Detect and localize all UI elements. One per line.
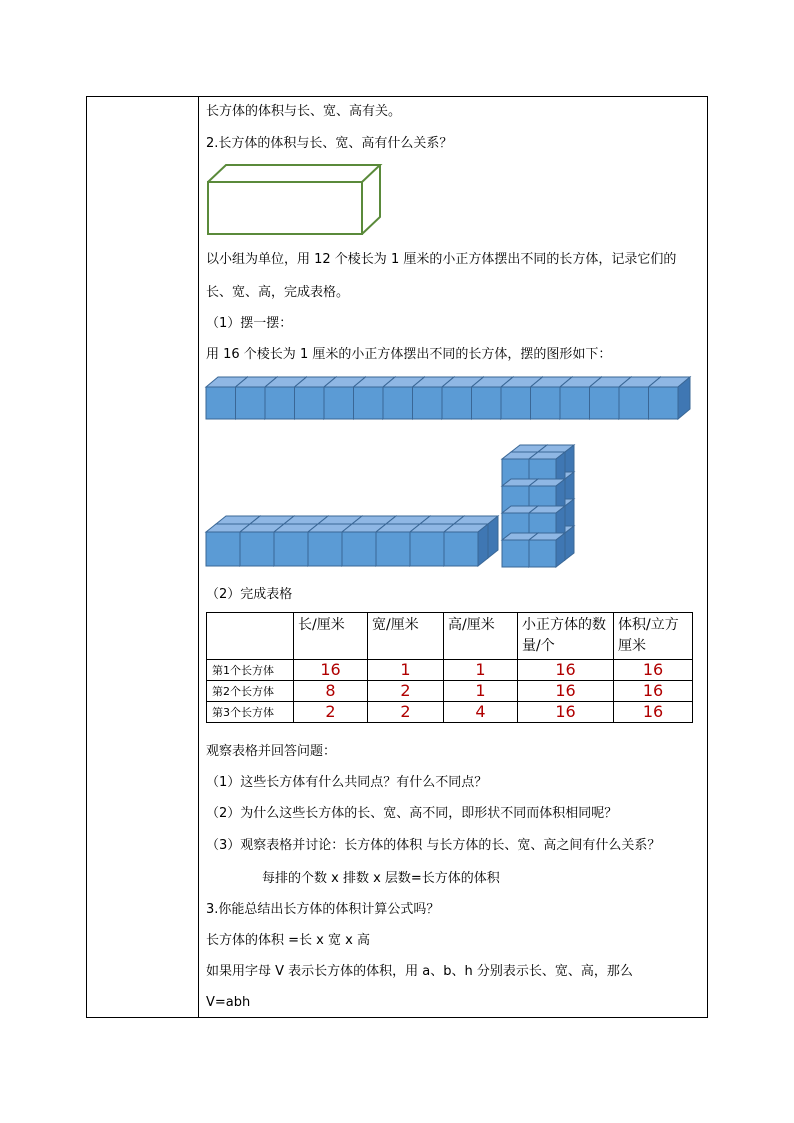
text-line-10: （2）为什么这些长方体的长、宽、高不同，即形状不同而体积相同呢？ (206, 806, 618, 821)
value-cell: 2 (368, 702, 444, 723)
text-line-9: （1）这些长方体有什么共同点？有什么不同点？ (206, 775, 488, 790)
column-divider (198, 96, 199, 1018)
value-cell: 2 (294, 702, 368, 723)
text-line-13: 3.你能总结出长方体的体积计算公式吗？ (206, 902, 440, 917)
value-cell: 16 (518, 702, 614, 723)
value-cell: 8 (294, 681, 368, 702)
text-line-2: 2.长方体的体积与长、宽、高有什么关系？ (206, 136, 453, 151)
text-line-3: 以小组为单位，用 12 个棱长为 1 厘米的小正方体摆出不同的长方体，记录它们的 (206, 252, 677, 267)
row-label: 第3个长方体 (207, 702, 294, 723)
text-line-7: （2）完成表格 (206, 587, 293, 602)
value-cell: 1 (444, 660, 518, 681)
table-row (207, 702, 693, 723)
header-cell (207, 613, 294, 660)
table-header-row (207, 613, 693, 660)
text-line-5: （1）摆一摆： (206, 316, 293, 331)
value-cell: 16 (294, 660, 368, 681)
header-cell: 高/厘米 (444, 613, 518, 660)
value-cell: 16 (518, 681, 614, 702)
text-line-6: 用 16 个棱长为 1 厘米的小正方体摆出不同的长方体，摆的图形如下： (206, 347, 612, 362)
results-table (206, 612, 693, 723)
text-line-1: 长方体的体积与长、宽、高有关。 (206, 104, 402, 119)
value-cell: 16 (614, 660, 693, 681)
text-line-8: 观察表格并回答问题： (206, 744, 337, 759)
header-cell: 体积/立方厘米 (614, 613, 693, 660)
value-cell: 4 (444, 702, 518, 723)
text-line-15: 如果用字母 V 表示长方体的体积，用 a、b、h 分别表示长、宽、高，那么 (206, 964, 633, 979)
table-row (207, 660, 693, 681)
row-label: 第2个长方体 (207, 681, 294, 702)
text-line-4: 长、宽、高，完成表格。 (206, 285, 350, 300)
value-cell: 1 (444, 681, 518, 702)
value-cell: 16 (614, 681, 693, 702)
text-line-12: 每排的个数 x 排数 x 层数=长方体的体积 (262, 871, 500, 886)
value-cell: 2 (368, 681, 444, 702)
value-cell: 16 (518, 660, 614, 681)
header-cell: 宽/厘米 (368, 613, 444, 660)
text-line-14: 长方体的体积 =长 x 宽 x 高 (206, 933, 370, 948)
header-cell: 长/厘米 (294, 613, 368, 660)
table-row (207, 681, 693, 702)
row-label: 第1个长方体 (207, 660, 294, 681)
header-cell: 小正方体的数量/个 (518, 613, 614, 660)
text-line-16: V=abh (206, 995, 251, 1010)
value-cell: 16 (614, 702, 693, 723)
text-line-11: （3）观察表格并讨论：长方体的体积 与长方体的长、宽、高之间有什么关系？ (206, 838, 661, 853)
value-cell: 1 (368, 660, 444, 681)
